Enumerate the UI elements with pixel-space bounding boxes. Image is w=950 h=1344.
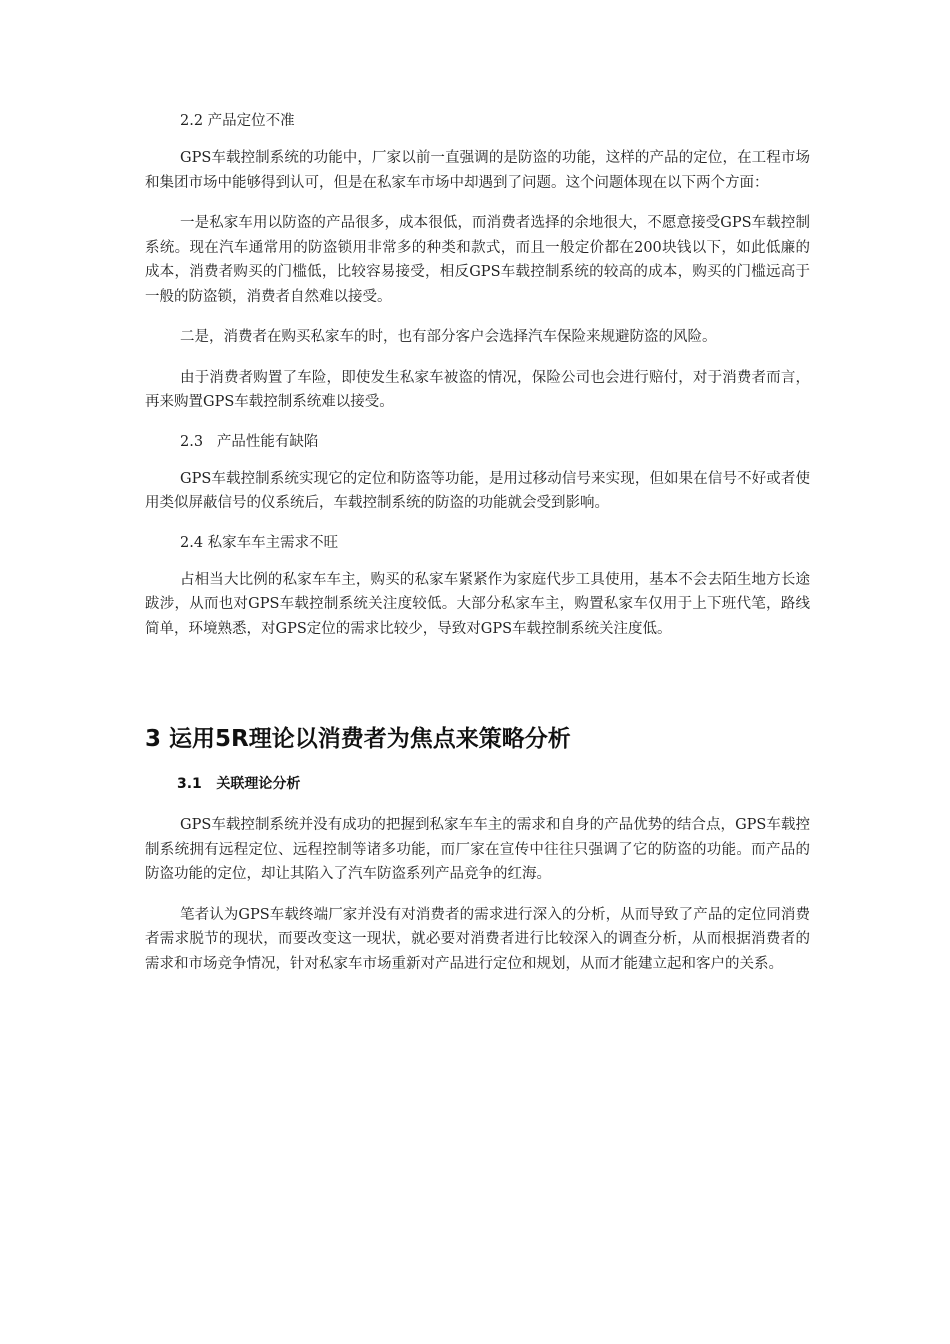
section-heading-2-2: 2.2 产品定位不准 — [180, 113, 295, 129]
paragraph: 占相当大比例的私家车车主，购买的私家车紧紧作为家庭代步工具使用，基本不会去陌生地方长途跋涉，从而也对GPS车载控制系统关注度较低。大部分私家车主，购置私家车仅用于上下班代笔，路线简单，环境熟悉，对GPS定位的需求比较少，导致对GPS车载控制系统关注度低。 — [145, 571, 810, 637]
section-heading-2-3: 2.3 产品性能有缺陷 — [180, 433, 319, 450]
document-page — [145, 110, 810, 992]
section-heading-3-1: 3.1 关联理论分析 — [177, 776, 301, 792]
section-2-2 — [145, 110, 810, 415]
spacer — [145, 657, 810, 723]
section-3-1 — [145, 773, 810, 976]
paragraph: GPS车载控制系统并没有成功的把握到私家车车主的需求和自身的产品优势的结合点，GPS车载控制系统拥有远程定位、远程控制等诸多功能，而厂家在宣传中往往只强调了它的防盗的功能。而产品的防盗功能的定位，却让其陷入了汽车防盗系列产品竞争的红海。 — [145, 817, 810, 882]
chapter-title: 3 运用5R理论以消费者为焦点来策略分析 — [145, 726, 571, 752]
section-2-4 — [145, 532, 810, 642]
paragraph: 笔者认为GPS车载终端厂家并没有对消费者的需求进行深入的分析，从而导致了产品的定位同消费者需求脱节的现状，而要改变这一现状，就必要对消费者进行比较深入的调查分析，从而根据消费者的需求和市场竞争情况，针对私家车市场重新对产品进行定位和规划，从而才能建立起和客户的关系。 — [145, 906, 810, 972]
paragraph: 一是私家车用以防盗的产品很多，成本很低，而消费者选择的余地很大，不愿意接受GPS车载控制系统。现在汽车通常用的防盗锁用非常多的种类和款式，而且一般定价都在200块钱以下，如此低廉的成本，消费者购买的门槛低，比较容易接受，相反GPS车载控制系统的较高的成本，购买的门槛远高于一般的防盗锁，消费者自然难以接受。 — [145, 215, 810, 305]
section-2-3 — [145, 431, 810, 516]
paragraph: 二是，消费者在购买私家车的时，也有部分客户会选择汽车保险来规避防盗的风险。 — [180, 329, 717, 345]
section-heading-2-4: 2.4 私家车车主需求不旺 — [180, 534, 339, 551]
paragraph: GPS车载控制系统的功能中，厂家以前一直强调的是防盗的功能，这样的产品的定位，在工程市场和集团市场中能够得到认可，但是在私家车市场中却遇到了问题。这个问题体现在以下两个方面： — [145, 150, 810, 191]
paragraph: GPS车载控制系统实现它的定位和防盗等功能，是用过移动信号来实现，但如果在信号不好或者使用类似屏蔽信号的仪系统后，车载控制系统的防盗的功能就会受到影响。 — [145, 470, 810, 511]
paragraph: 由于消费者购置了车险，即使发生私家车被盗的情况，保险公司也会进行赔付，对于消费者而言，再来购置GPS车载控制系统难以接受。 — [145, 369, 810, 410]
